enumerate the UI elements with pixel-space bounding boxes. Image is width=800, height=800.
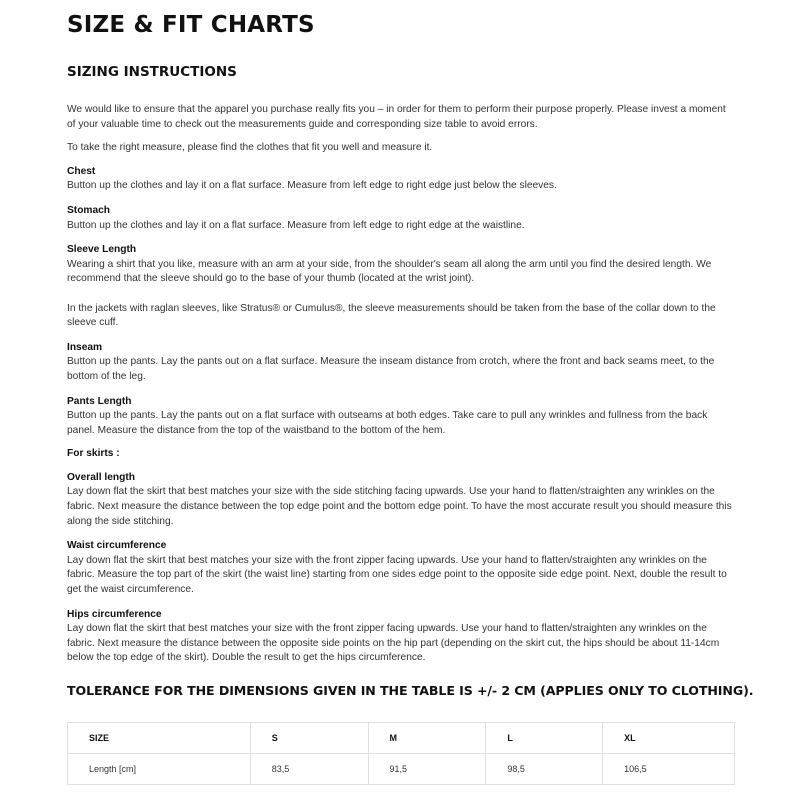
tolerance-heading: TOLERANCE FOR THE DIMENSIONS GIVEN IN THE TABLE IS +/- 2 CM (APPLIES ONLY TO CLOTHING). bbox=[67, 683, 754, 698]
term-pants-length: Pants Length bbox=[67, 395, 132, 407]
intro-paragraph-2: To take the right measure, please find the clothes that fit you well and measure it. bbox=[67, 142, 433, 154]
header-s: S bbox=[250, 723, 368, 754]
term-hips-circumference: Hips circumference bbox=[67, 608, 162, 620]
desc-pants-length: Button up the pants. Lay the pants out on a flat surface with outseams at both edges. Take care to pull any wrinkles and fullness from the back panel. Measure the distance from the top of the waistband to the bottom of the hem. bbox=[67, 410, 708, 436]
header-xl: XL bbox=[603, 723, 735, 754]
table-row bbox=[68, 754, 735, 785]
header-l: L bbox=[486, 723, 603, 754]
desc-sleeve-length: Wearing a shirt that you like, measure with an arm at your side, from the shoulder's seam all along the arm until you find the desired length. We recommend that the sleeve should go to the base of your thumb (located at the wrist joint). bbox=[67, 258, 712, 285]
desc-chest: Button up the clothes and lay it on a flat surface. Measure from left edge to right edge just below the sleeves. bbox=[67, 180, 557, 192]
term-sleeve-length: Sleeve Length bbox=[67, 244, 137, 256]
header-size: SIZE bbox=[68, 723, 251, 754]
label-for-skirts: For skirts : bbox=[67, 448, 120, 460]
cell-length-s: 83,5 bbox=[250, 754, 368, 785]
page-title: SIZE & FIT CHARTS bbox=[67, 12, 315, 38]
section-title-sizing-instructions: SIZING INSTRUCTIONS bbox=[67, 64, 237, 80]
cell-length-xl: 106,5 bbox=[603, 754, 735, 785]
size-table-header-row bbox=[68, 723, 735, 754]
desc-inseam: Button up the pants. Lay the pants out on a flat surface. Measure the inseam distance from crotch, where the front and back seams meet, to the bottom of the leg. bbox=[67, 356, 715, 382]
desc-hips-circumference: Lay down flat the skirt that best matches your size with the front zipper facing upwards. Use your hand to flatten/straighten any wrinkles on the fabric. Next measure the distance between the opposite side points on the hip part (depending on the skirt cut, the hips should be about 11-14cm below the top edge of the skirt). Double the result to get the hips circumference. bbox=[67, 623, 720, 664]
size-table bbox=[67, 722, 735, 785]
note-raglan-sleeves: In the jackets with raglan sleeves, like Stratus® or Cumulus®, the sleeve measurements should be taken from the base of the collar down to the sleeve cuff. bbox=[67, 302, 716, 329]
desc-waist-circumference: Lay down flat the skirt that best matches your size with the front zipper facing upwards. Use your hand to flatten/straighten any wrinkles on the fabric. Measure the top part of the skirt (the waist line) starting from one sides edge point to the opposite side edge point. Next, double the result to get the waist circumference. bbox=[67, 554, 727, 596]
term-overall-length: Overall length bbox=[67, 471, 135, 483]
cell-length-m: 91,5 bbox=[368, 754, 486, 785]
intro-paragraph: We would like to ensure that the apparel you purchase really fits you – in order for them to perform their purpose properly. Please invest a moment of your valuable time to check out the measurements guide and corresponding size table to avoid errors. bbox=[67, 104, 726, 130]
cell-length-l: 98,5 bbox=[486, 754, 603, 785]
term-inseam: Inseam bbox=[67, 341, 103, 353]
desc-stomach: Button up the clothes and lay it on a flat surface. Measure from left edge to right edge at the waistline. bbox=[67, 219, 525, 231]
header-m: M bbox=[368, 723, 486, 754]
sizing-instructions bbox=[67, 103, 737, 666]
term-chest: Chest bbox=[67, 165, 96, 177]
desc-overall-length: Lay down flat the skirt that best matches your size with the side stitching facing upwards. Use your hand to flatten/straighten any wrinkles on the fabric. Next measure the distance between the top edge point and the bottom edge point. To have the most accurate result you should measure this along the side stitching. bbox=[67, 486, 732, 527]
term-stomach: Stomach bbox=[67, 204, 111, 216]
row-label-length: Length [cm] bbox=[68, 754, 251, 785]
term-waist-circumference: Waist circumference bbox=[67, 540, 167, 552]
